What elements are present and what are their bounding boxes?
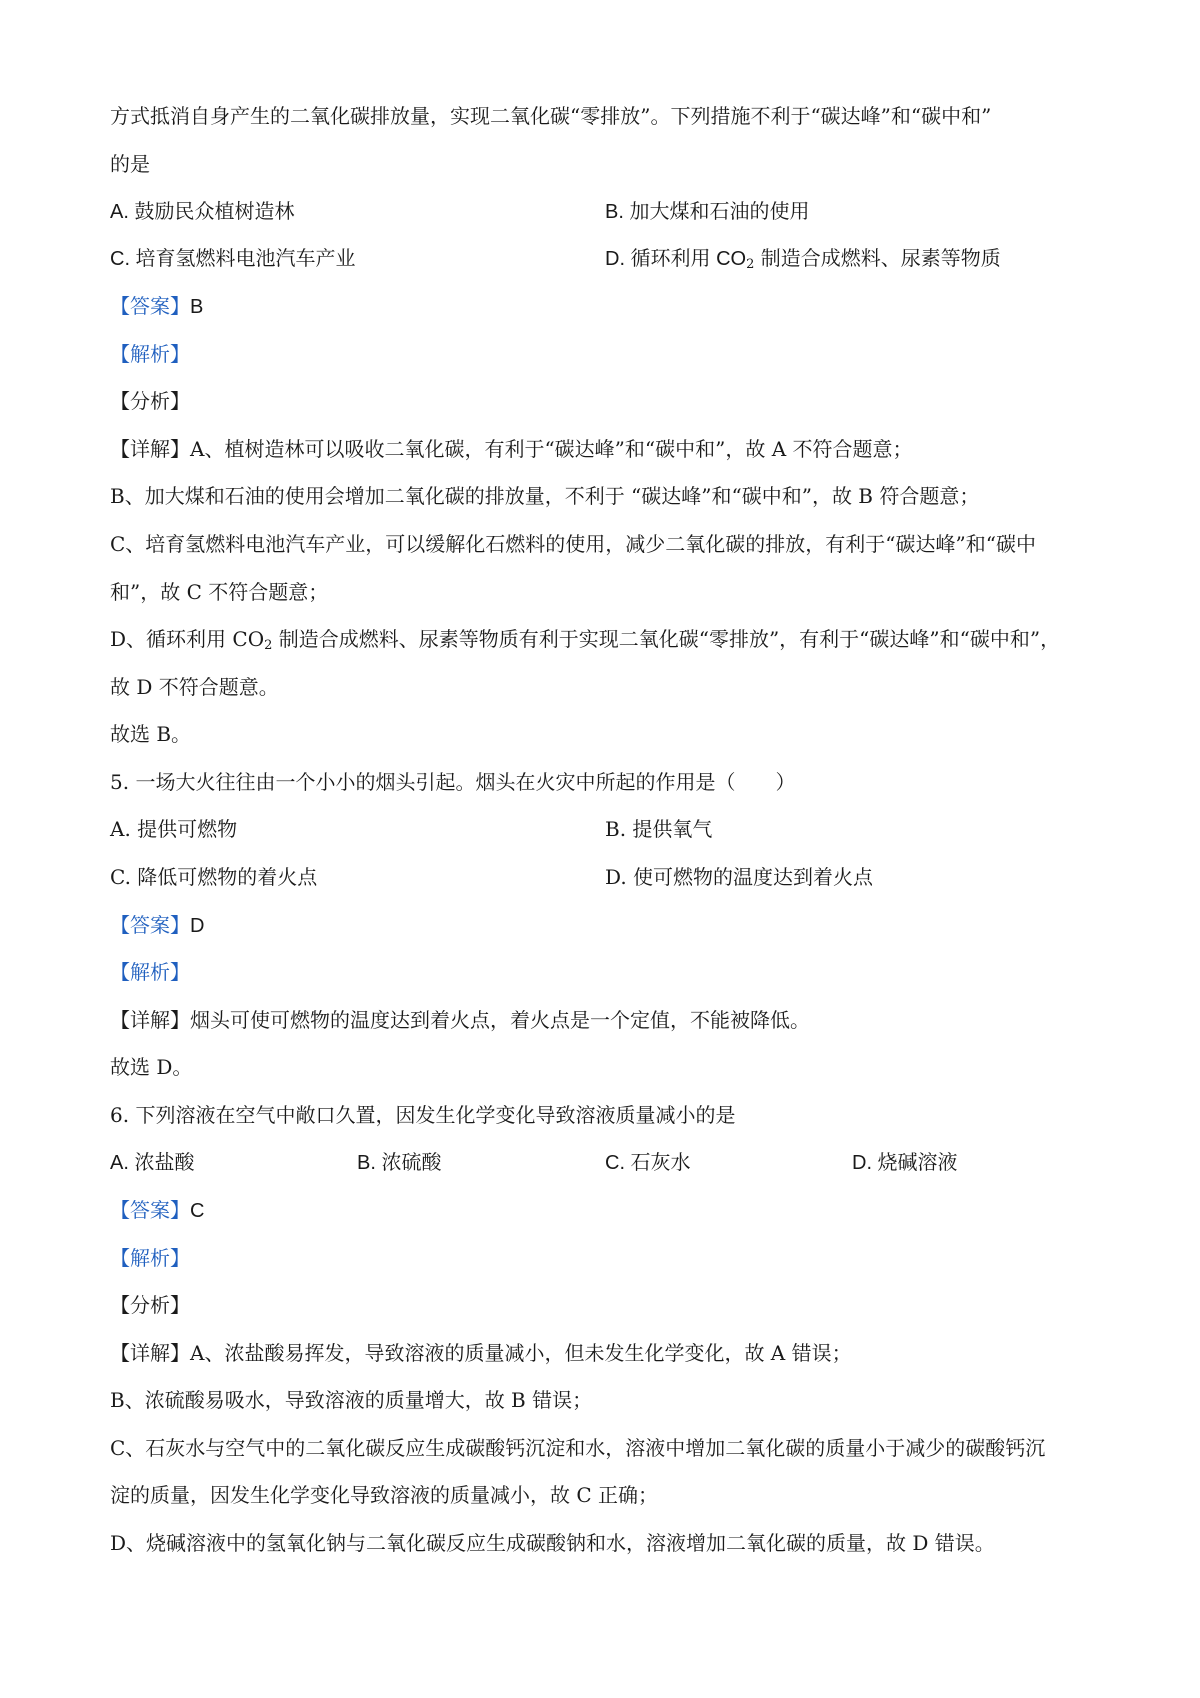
q5-analysis-label: 【解析】 bbox=[110, 960, 190, 984]
q4-option-c: C. 培育氢燃料电池汽车产业 bbox=[110, 248, 356, 270]
q4-fenxi-label: 【分析】 bbox=[110, 389, 190, 413]
q5-detail: 【详解】烟头可使可燃物的温度达到着火点，着火点是一个定值，不能被降低。 bbox=[110, 1008, 810, 1032]
q4-detail-d2: 故 D 不符合题意。 bbox=[110, 675, 279, 699]
q4-detail-b: B、加大煤和石油的使用会增加二氧化碳的排放量，不利于 “碳达峰”和“碳中和”，故 B 符合题意； bbox=[110, 484, 980, 508]
q4-conclusion: 故选 B。 bbox=[110, 722, 192, 746]
q4-detail-c1: C、培育氢燃料电池汽车产业，可以缓解化石燃料的使用，减少二氧化碳的排放，有利于“碳达峰”和“碳中 bbox=[110, 532, 1036, 556]
q5-option-a: A. 提供可燃物 bbox=[110, 817, 238, 841]
q6-detail-c2: 淀的质量，因发生化学变化导致溶液的质量减小，故 C 正确； bbox=[110, 1483, 659, 1507]
q6-detail-b: B、浓硫酸易吸水，导致溶液的质量增大，故 B 错误； bbox=[110, 1388, 593, 1412]
q5-option-c: C. 降低可燃物的着火点 bbox=[110, 865, 318, 889]
q6-analysis-label: 【解析】 bbox=[110, 1246, 190, 1270]
q6-detail-c1: C、石灰水与空气中的二氧化碳反应生成碳酸钙沉淀和水，溶液中增加二氧化碳的质量小于减少的碳酸钙沉 bbox=[110, 1436, 1046, 1460]
q6-detail-a: 【详解】A、浓盐酸易挥发，导致溶液的质量减小，但未发生化学变化，故 A 错误； bbox=[110, 1341, 852, 1365]
q6-stem: 6. 下列溶液在空气中敞口久置，因发生化学变化导致溶液质量减小的是 bbox=[110, 1103, 736, 1127]
q6-answer: 【答案】C bbox=[110, 1198, 205, 1222]
q5-option-b: B. 提供氧气 bbox=[605, 817, 713, 841]
q6-option-b: B. 浓硫酸 bbox=[357, 1152, 442, 1174]
q4-stem-line1: 方式抵消自身产生的二氧化碳排放量，实现二氧化碳“零排放”。下列措施不利于“碳达峰”和“碳中和” bbox=[110, 104, 992, 128]
q4-option-a: A. 鼓励民众植树造林 bbox=[110, 201, 295, 223]
q4-option-b: B. 加大煤和石油的使用 bbox=[605, 201, 810, 223]
q4-detail-c2: 和”，故 C 不符合题意； bbox=[110, 580, 329, 604]
q5-answer: 【答案】D bbox=[110, 913, 205, 937]
q6-detail-d: D、烧碱溶液中的氢氧化钠与二氧化碳反应生成碳酸钠和水，溶液增加二氧化碳的质量，故 D 错误。 bbox=[110, 1531, 995, 1555]
q4-detail-d1: D、循环利用 $CO_2$ 制造合成燃料、尿素等物质有利于实现二氧化碳“零排放”，有利于“碳达峰”和“碳中和”， bbox=[110, 627, 1061, 653]
q5-conclusion: 故选 D。 bbox=[110, 1055, 193, 1079]
q5-option-d: D. 使可燃物的温度达到着火点 bbox=[605, 865, 874, 889]
q4-answer: 【答案】B bbox=[110, 294, 204, 318]
q6-option-d: D. 烧碱溶液 bbox=[852, 1152, 958, 1174]
q4-detail-a: 【详解】A、植树造林可以吸收二氧化碳，有利于“碳达峰”和“碳中和”，故 A 不符合题意； bbox=[110, 437, 913, 461]
q4-analysis-label: 【解析】 bbox=[110, 342, 190, 366]
q6-fenxi-label: 【分析】 bbox=[110, 1293, 190, 1317]
q6-option-a: A. 浓盐酸 bbox=[110, 1152, 195, 1174]
q4-option-d: D. 循环利用 $CO_2$ 制造合成燃料、尿素等物质 bbox=[605, 246, 1001, 272]
q4-stem-line2: 的是 bbox=[110, 152, 150, 176]
q6-option-c: C. 石灰水 bbox=[605, 1152, 691, 1174]
q5-stem: 5. 一场大火往往由一个小小的烟头引起。烟头在火灾中所起的作用是（ ） bbox=[110, 770, 796, 794]
